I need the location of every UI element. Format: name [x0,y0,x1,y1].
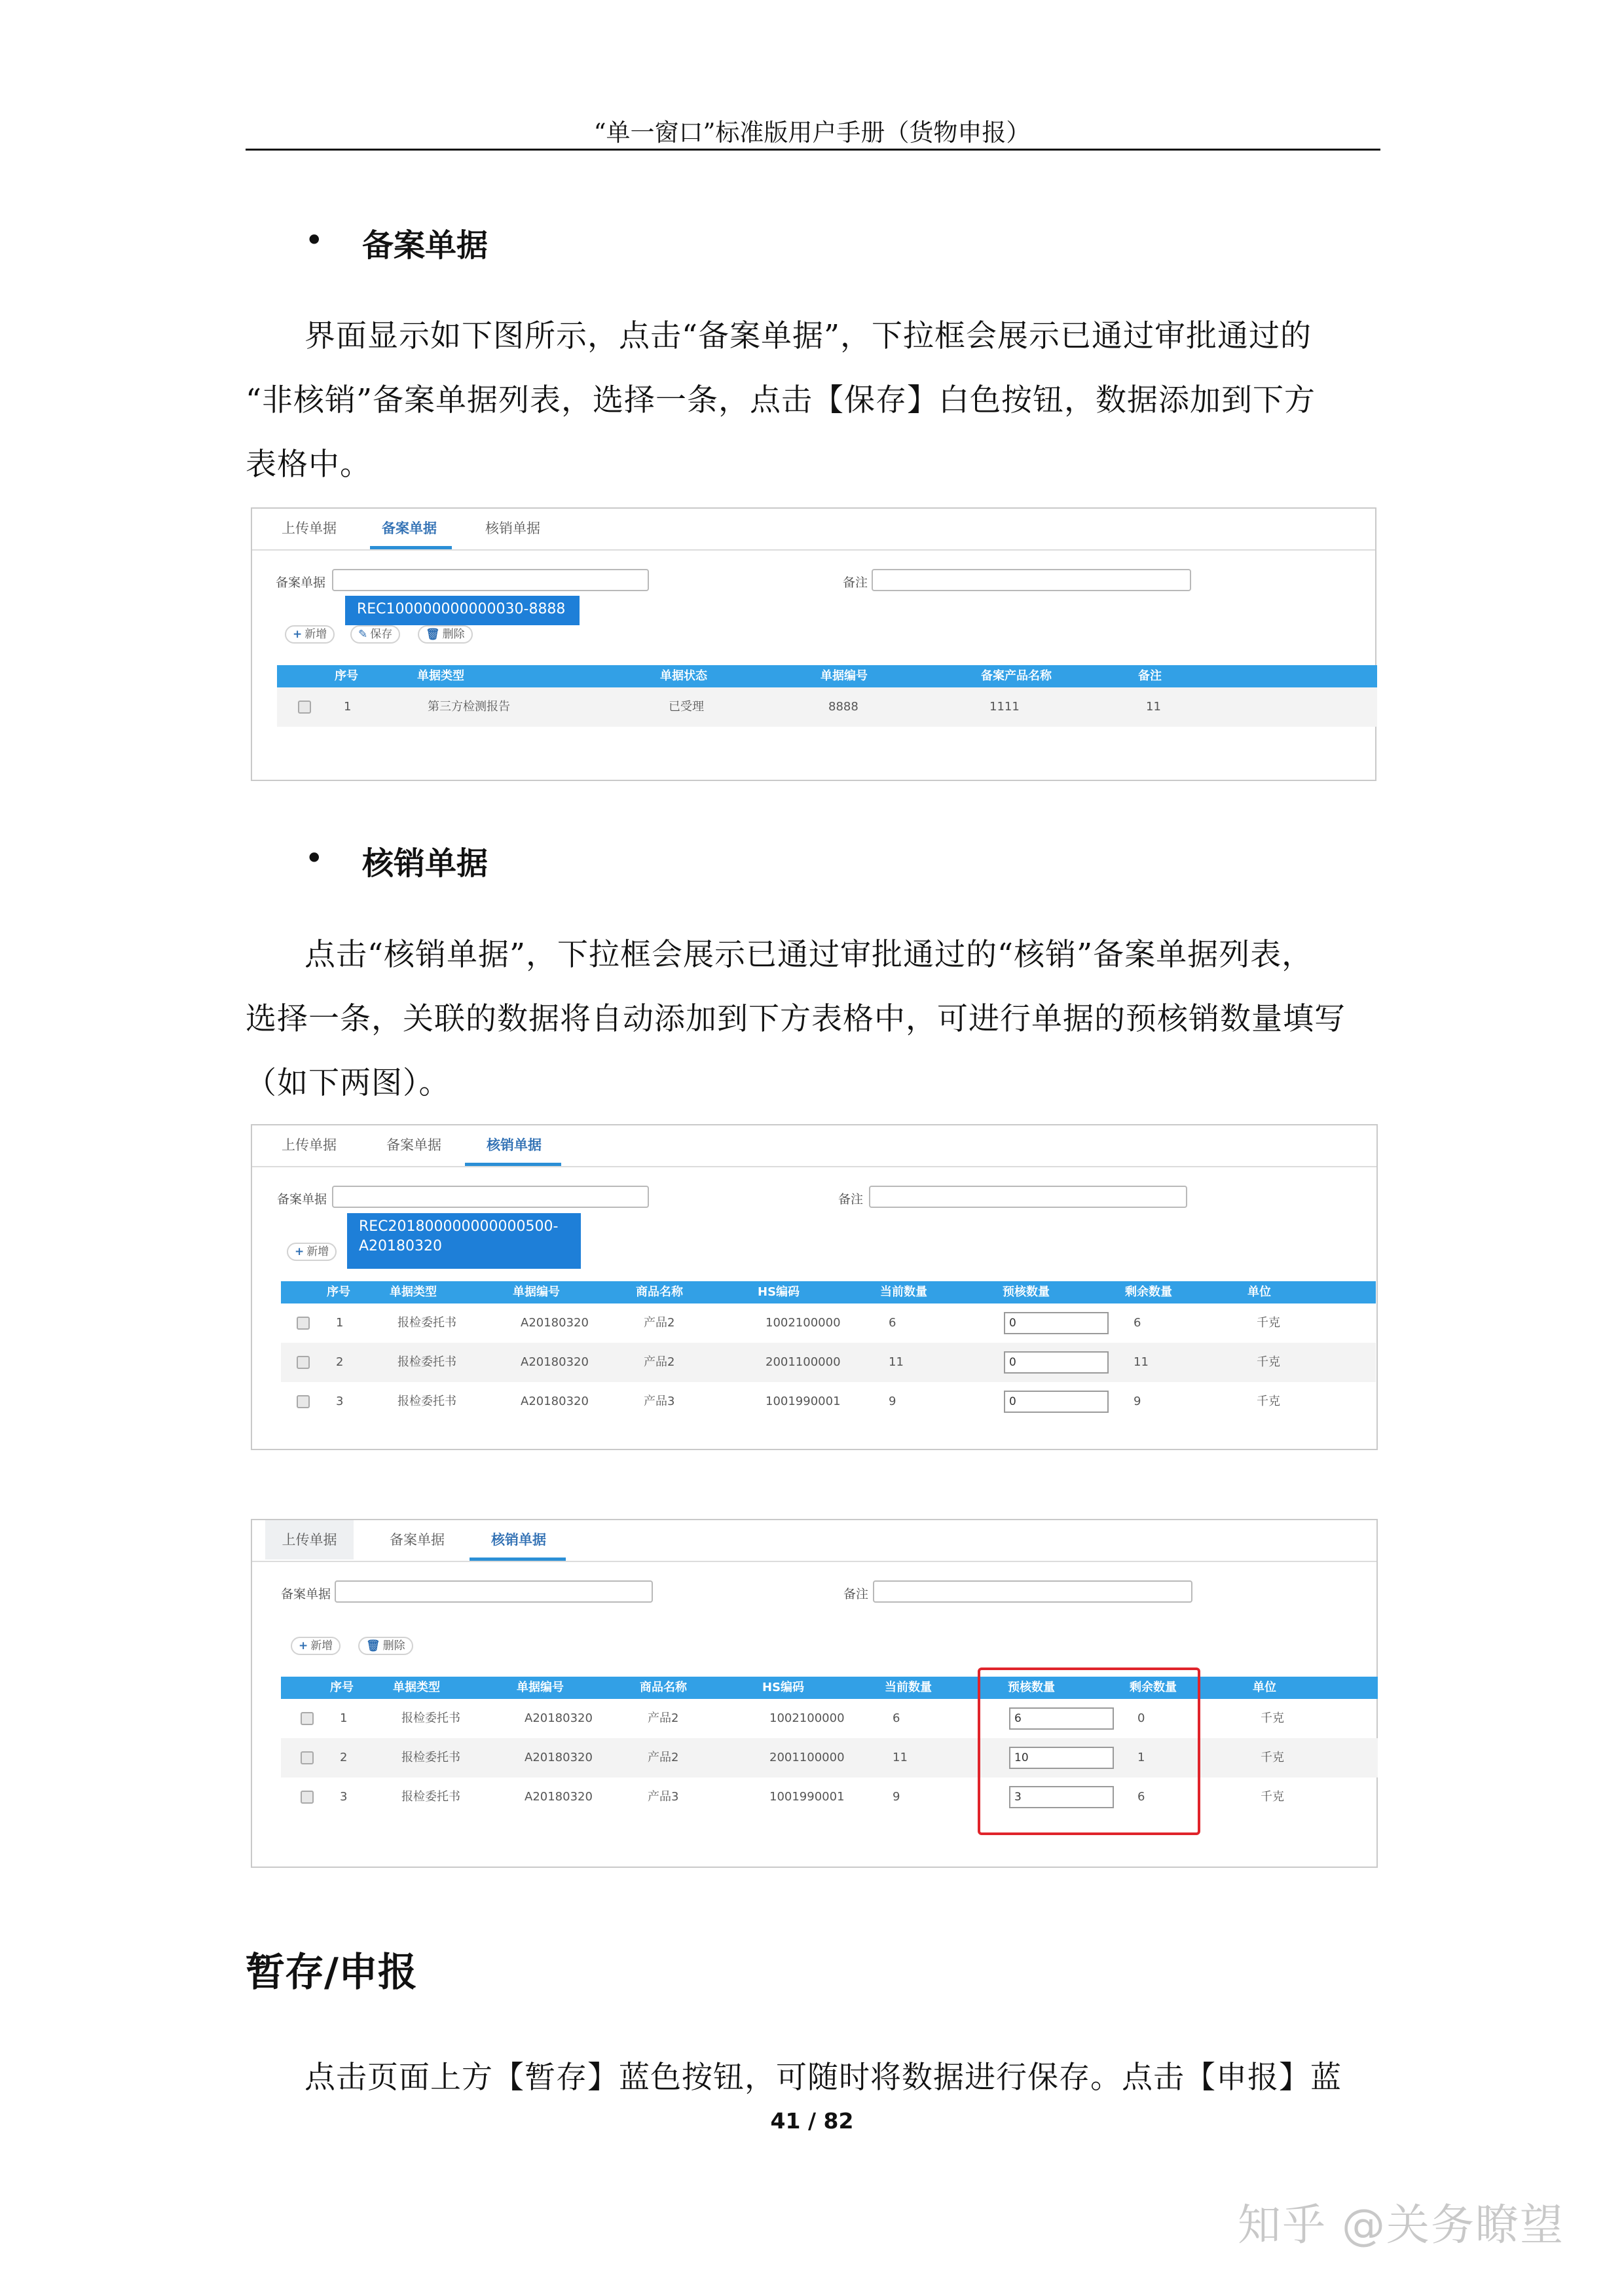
row-checkbox[interactable] [298,701,311,714]
tab-upload-docs[interactable]: 上传单据 [265,1520,354,1559]
column-header: 商品名称 [640,1681,687,1694]
cell-doc-number: A20180320 [521,1355,589,1369]
cell-doc-type: 报检委托书 [397,1355,456,1369]
cell-unit: 千克 [1261,1751,1284,1764]
cell-current-qty: 6 [893,1711,900,1725]
dropdown-option[interactable]: REC100000000000030-8888 [345,596,580,625]
tab-writeoff-docs[interactable]: 核销单据 [487,1137,542,1153]
page-number: 41 / 82 [770,2108,854,2134]
field-label-remark: 备注 [843,575,868,590]
cell-remaining-qty: 0 [1137,1711,1145,1725]
column-header: HS编码 [762,1681,805,1694]
column-header: 序号 [330,1681,354,1694]
tab-upload-docs[interactable]: 上传单据 [282,520,337,536]
row-checkbox[interactable] [297,1356,310,1369]
cell-remaining-qty: 9 [1134,1394,1141,1408]
active-tab-indicator [465,1163,561,1166]
row-checkbox[interactable] [297,1395,310,1408]
filing-doc-select[interactable] [332,569,649,591]
tab-bar [252,1125,1376,1167]
cell-doc-status: 已受理 [669,700,704,714]
section2-paragraph [246,923,1380,1116]
paragraph-line: 点击“核销单据”，下拉框会展示已通过审批通过的“核销”备案单据列表， [304,937,1314,973]
column-header: 备注 [1138,669,1162,683]
pre-writeoff-qty-input[interactable]: 0 [1004,1312,1109,1334]
cell-index: 1 [344,700,352,714]
cell-product-name: 产品2 [648,1751,679,1764]
tab-filing-docs[interactable]: 备案单据 [386,1137,441,1153]
tab-bar [252,509,1375,551]
plus-icon: + [293,628,303,641]
section1-paragraph [246,304,1380,497]
column-header: 单据类型 [393,1681,440,1694]
column-header: 序号 [335,669,358,683]
cell-product-name: 产品2 [644,1316,675,1330]
trash-icon: 🗑 [426,628,440,641]
column-header: 当前数量 [885,1681,932,1694]
column-header: 单位 [1247,1285,1271,1299]
cell-unit: 千克 [1257,1316,1280,1330]
cell-doc-type: 报检委托书 [401,1790,460,1804]
cell-doc-type: 报检委托书 [397,1316,456,1330]
cell-index: 3 [336,1394,344,1408]
row-checkbox[interactable] [301,1751,314,1764]
cell-product-name: 产品2 [644,1355,675,1369]
remark-input[interactable] [869,1186,1187,1208]
cell-product-name: 产品2 [648,1711,679,1725]
cell-current-qty: 6 [889,1316,896,1330]
column-header: 剩余数量 [1125,1285,1172,1299]
cell-unit: 千克 [1257,1394,1280,1408]
cell-doc-number: A20180320 [521,1316,589,1330]
row-checkbox[interactable] [301,1791,314,1804]
cell-hs-code: 1002100000 [766,1316,841,1330]
column-header: 序号 [327,1285,350,1299]
dropdown-option[interactable]: REC201800000000000500- A20180320 [347,1213,581,1269]
filing-doc-select[interactable] [335,1580,653,1603]
remark-input[interactable] [872,569,1191,591]
table-row[interactable] [281,1777,1378,1817]
cell-remaining-qty: 6 [1137,1790,1145,1804]
cell-current-qty: 9 [889,1394,896,1408]
screenshot-filing-docs [251,507,1376,781]
column-header: 预核数量 [1008,1681,1055,1694]
section-heading-save-declare: 暂存/申报 [246,1950,417,1995]
filing-doc-select[interactable] [332,1186,649,1208]
column-header: 当前数量 [880,1285,927,1299]
cell-hs-code: 2001100000 [766,1355,841,1369]
pre-writeoff-qty-input[interactable]: 0 [1004,1391,1109,1413]
paragraph-line: 表格中。 [246,446,371,483]
active-tab-indicator [370,546,452,549]
cell-doc-number: 8888 [828,700,858,714]
bullet-icon: • [304,839,324,877]
row-checkbox[interactable] [297,1317,310,1330]
bullet-icon: • [304,221,324,259]
pre-writeoff-qty-input[interactable]: 0 [1004,1351,1109,1374]
table-row[interactable] [281,1699,1378,1738]
highlight-box [978,1667,1200,1835]
delete-button[interactable]: 🗑 删除 [358,1637,413,1655]
pre-writeoff-qty-input[interactable]: 10 [1009,1747,1114,1769]
cell-doc-type: 报检委托书 [401,1711,460,1725]
paragraph-line: 选择一条，关联的数据将自动添加到下方表格中，可进行单据的预核销数量填写 [246,1001,1346,1037]
section-heading-writeoff-docs: 核销单据 [362,845,489,882]
table-row[interactable] [281,1303,1376,1343]
tab-writeoff-docs[interactable]: 核销单据 [485,520,540,536]
add-button[interactable]: + 新增 [287,1243,337,1261]
column-header: 单据编号 [821,669,868,683]
cell-index: 1 [336,1316,344,1330]
pre-writeoff-qty-input[interactable]: 6 [1009,1707,1114,1730]
column-header: 单据类型 [417,669,464,683]
cell-product-name: 产品3 [648,1790,679,1804]
column-header: 单据类型 [390,1285,437,1299]
field-label-filing-doc: 备案单据 [281,1587,331,1601]
cell-product-name: 1111 [989,700,1020,714]
tab-filing-docs[interactable]: 备案单据 [382,520,437,536]
delete-button[interactable]: 🗑 删除 [418,625,473,644]
column-header: 预核数量 [1003,1285,1050,1299]
table-row[interactable] [281,1738,1378,1777]
column-header: 剩余数量 [1130,1681,1177,1694]
cell-unit: 千克 [1261,1790,1284,1804]
pre-writeoff-qty-input[interactable]: 3 [1009,1786,1114,1808]
page-header-title: “单一窗口”标准版用户手册（货物申报） [593,118,1031,147]
tab-filing-docs[interactable]: 备案单据 [390,1532,445,1548]
field-label-filing-doc: 备案单据 [276,575,326,590]
row-checkbox[interactable] [301,1712,314,1725]
paragraph-line: “非核销”备案单据列表，选择一条，点击【保存】白色按钮，数据添加到下方 [246,382,1316,418]
cell-index: 2 [336,1355,344,1369]
watermark: 知乎 @关务瞭望 [1238,2200,1564,2250]
cell-hs-code: 1001990001 [766,1394,841,1408]
column-header: HS编码 [758,1285,800,1299]
screenshot-writeoff-dropdown [251,1124,1378,1450]
cell-doc-type: 报检委托书 [397,1394,456,1408]
column-header: 单据状态 [660,669,707,683]
cell-product-name: 产品3 [644,1394,675,1408]
cell-doc-type: 第三方检测报告 [428,700,510,714]
plus-icon: + [299,1639,308,1652]
plus-icon: + [295,1245,304,1258]
cell-hs-code: 1001990001 [769,1790,845,1804]
column-header: 单据编号 [517,1681,564,1694]
cell-doc-number: A20180320 [525,1790,593,1804]
cell-index: 2 [340,1751,348,1764]
table-row[interactable] [281,1343,1376,1382]
column-header: 商品名称 [636,1285,683,1299]
table-row[interactable] [277,687,1377,727]
cell-unit: 千克 [1257,1355,1280,1369]
paragraph-line: 界面显示如下图所示，点击“备案单据”，下拉框会展示已通过审批通过的 [304,318,1312,354]
cell-current-qty: 11 [893,1751,908,1764]
cell-hs-code: 2001100000 [769,1751,845,1764]
section-heading-filing-docs: 备案单据 [362,227,489,264]
cell-index: 3 [340,1790,348,1804]
table-header [281,1677,1378,1699]
cell-index: 1 [340,1711,348,1725]
add-button[interactable]: + 新增 [291,1637,341,1655]
trash-icon: 🗑 [366,1639,380,1652]
header-divider [246,149,1380,151]
tab-bar [252,1520,1376,1562]
column-header: 单据编号 [513,1285,560,1299]
paragraph-line: （如下两图）。 [246,1065,451,1101]
add-button[interactable]: + 新增 [285,625,335,644]
tab-upload-docs[interactable]: 上传单据 [282,1137,337,1153]
cell-doc-type: 报检委托书 [401,1751,460,1764]
field-label-filing-doc: 备案单据 [277,1192,327,1207]
cell-doc-number: A20180320 [525,1751,593,1764]
screenshot-writeoff-filled [251,1519,1378,1868]
active-tab-indicator [470,1558,566,1561]
remark-input[interactable] [873,1580,1192,1603]
column-header: 单位 [1253,1681,1276,1694]
column-header: 备案产品名称 [981,669,1052,683]
cell-remaining-qty: 6 [1134,1316,1141,1330]
table-header [277,665,1377,687]
paragraph-line: 点击页面上方【暂存】蓝色按钮，可随时将数据进行保存。点击【申报】蓝 [304,2060,1342,2096]
cell-current-qty: 9 [893,1790,900,1804]
cell-doc-number: A20180320 [521,1394,589,1408]
table-row[interactable] [281,1382,1376,1421]
cell-hs-code: 1002100000 [769,1711,845,1725]
cell-doc-number: A20180320 [525,1711,593,1725]
cell-remark: 11 [1146,700,1161,714]
edit-icon: ✎ [358,628,368,641]
table-header [281,1281,1376,1303]
field-label-remark: 备注 [843,1587,869,1601]
save-button[interactable]: ✎ 保存 [350,625,400,644]
section3-paragraph [246,2046,1380,2110]
cell-remaining-qty: 11 [1134,1355,1149,1369]
cell-unit: 千克 [1261,1711,1284,1725]
cell-current-qty: 11 [889,1355,904,1369]
field-label-remark: 备注 [838,1192,864,1207]
cell-remaining-qty: 1 [1137,1751,1145,1764]
tab-writeoff-docs[interactable]: 核销单据 [491,1532,546,1548]
